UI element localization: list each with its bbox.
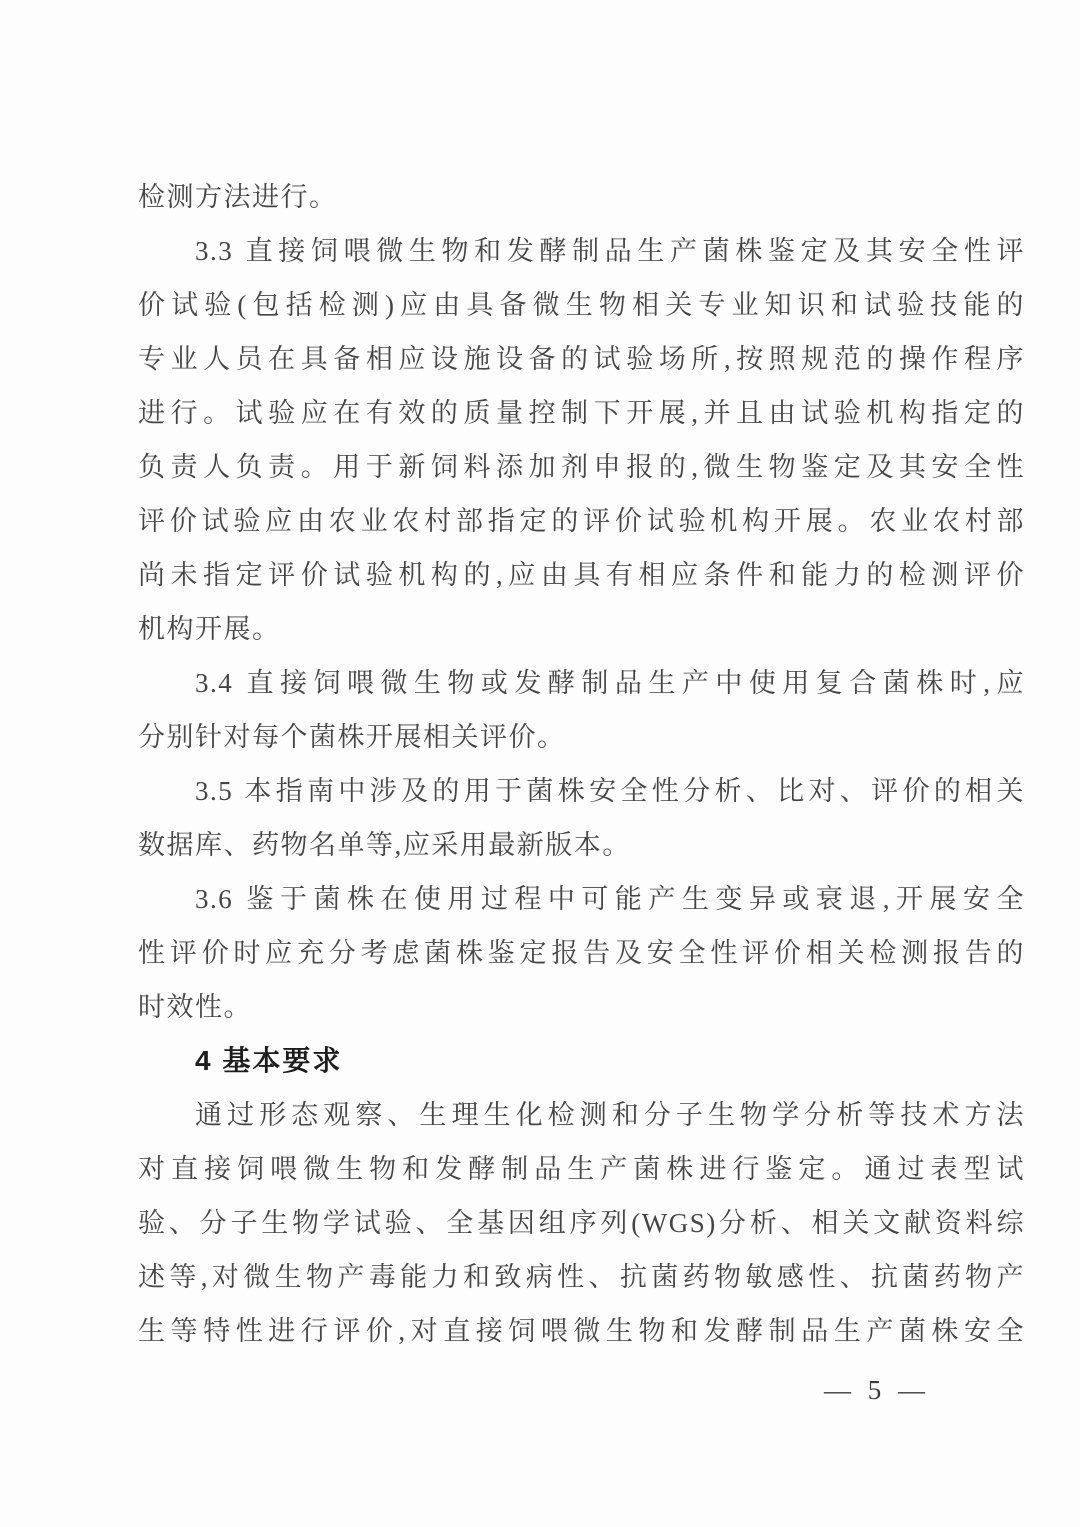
text-line: 负责人负责。用于新饲料添加剂申报的,微生物鉴定及其安全性 bbox=[138, 452, 1025, 482]
text-line: 尚未指定评价试验机构的,应由具有相应条件和能力的检测评价 bbox=[138, 560, 1025, 590]
text-line: 性评价时应充分考虑菌株鉴定报告及安全性评价相关检测报告的 bbox=[138, 938, 1025, 968]
text-line: 检测方法进行。 bbox=[138, 182, 338, 212]
text-line: 生等特性进行评价,对直接饲喂微生物和发酵制品生产菌株安全 bbox=[138, 1316, 1025, 1346]
text-line: 3.3 直接饲喂微生物和发酵制品生产菌株鉴定及其安全性评 bbox=[195, 236, 1025, 266]
text-line: 对直接饲喂微生物和发酵制品生产菌株进行鉴定。通过表型试 bbox=[138, 1154, 1025, 1184]
section-heading: 4 基本要求 bbox=[195, 1045, 343, 1076]
page-number: — 5 — bbox=[824, 1375, 930, 1405]
text-line: 评价试验应由农业农村部指定的评价试验机构开展。农业农村部 bbox=[138, 506, 1025, 536]
document-body bbox=[138, 170, 1025, 1358]
text-line: 3.6 鉴于菌株在使用过程中可能产生变异或衰退,开展安全 bbox=[195, 884, 1025, 914]
text-line: 价试验(包括检测)应由具备微生物相关专业知识和试验技能的 bbox=[138, 290, 1025, 320]
text-line: 专业人员在具备相应设施设备的试验场所,按照规范的操作程序 bbox=[138, 344, 1025, 374]
text-line: 3.4 直接饲喂微生物或发酵制品生产中使用复合菌株时,应 bbox=[195, 668, 1025, 698]
text-line: 时效性。 bbox=[138, 992, 252, 1022]
text-line: 分别针对每个菌株开展相关评价。 bbox=[138, 722, 566, 752]
text-line: 3.5 本指南中涉及的用于菌株安全性分析、比对、评价的相关 bbox=[195, 776, 1025, 806]
text-line: 数据库、药物名单等,应采用最新版本。 bbox=[138, 830, 631, 860]
text-line: 验、分子生物学试验、全基因组序列(WGS)分析、相关文献资料综 bbox=[138, 1208, 1025, 1238]
text-line: 述等,对微生物产毒能力和致病性、抗菌药物敏感性、抗菌药物产 bbox=[138, 1262, 1025, 1292]
text-line: 进行。试验应在有效的质量控制下开展,并且由试验机构指定的 bbox=[138, 398, 1025, 428]
text-line: 机构开展。 bbox=[138, 614, 281, 644]
text-line: 通过形态观察、生理生化检测和分子生物学分析等技术方法 bbox=[195, 1100, 1025, 1130]
